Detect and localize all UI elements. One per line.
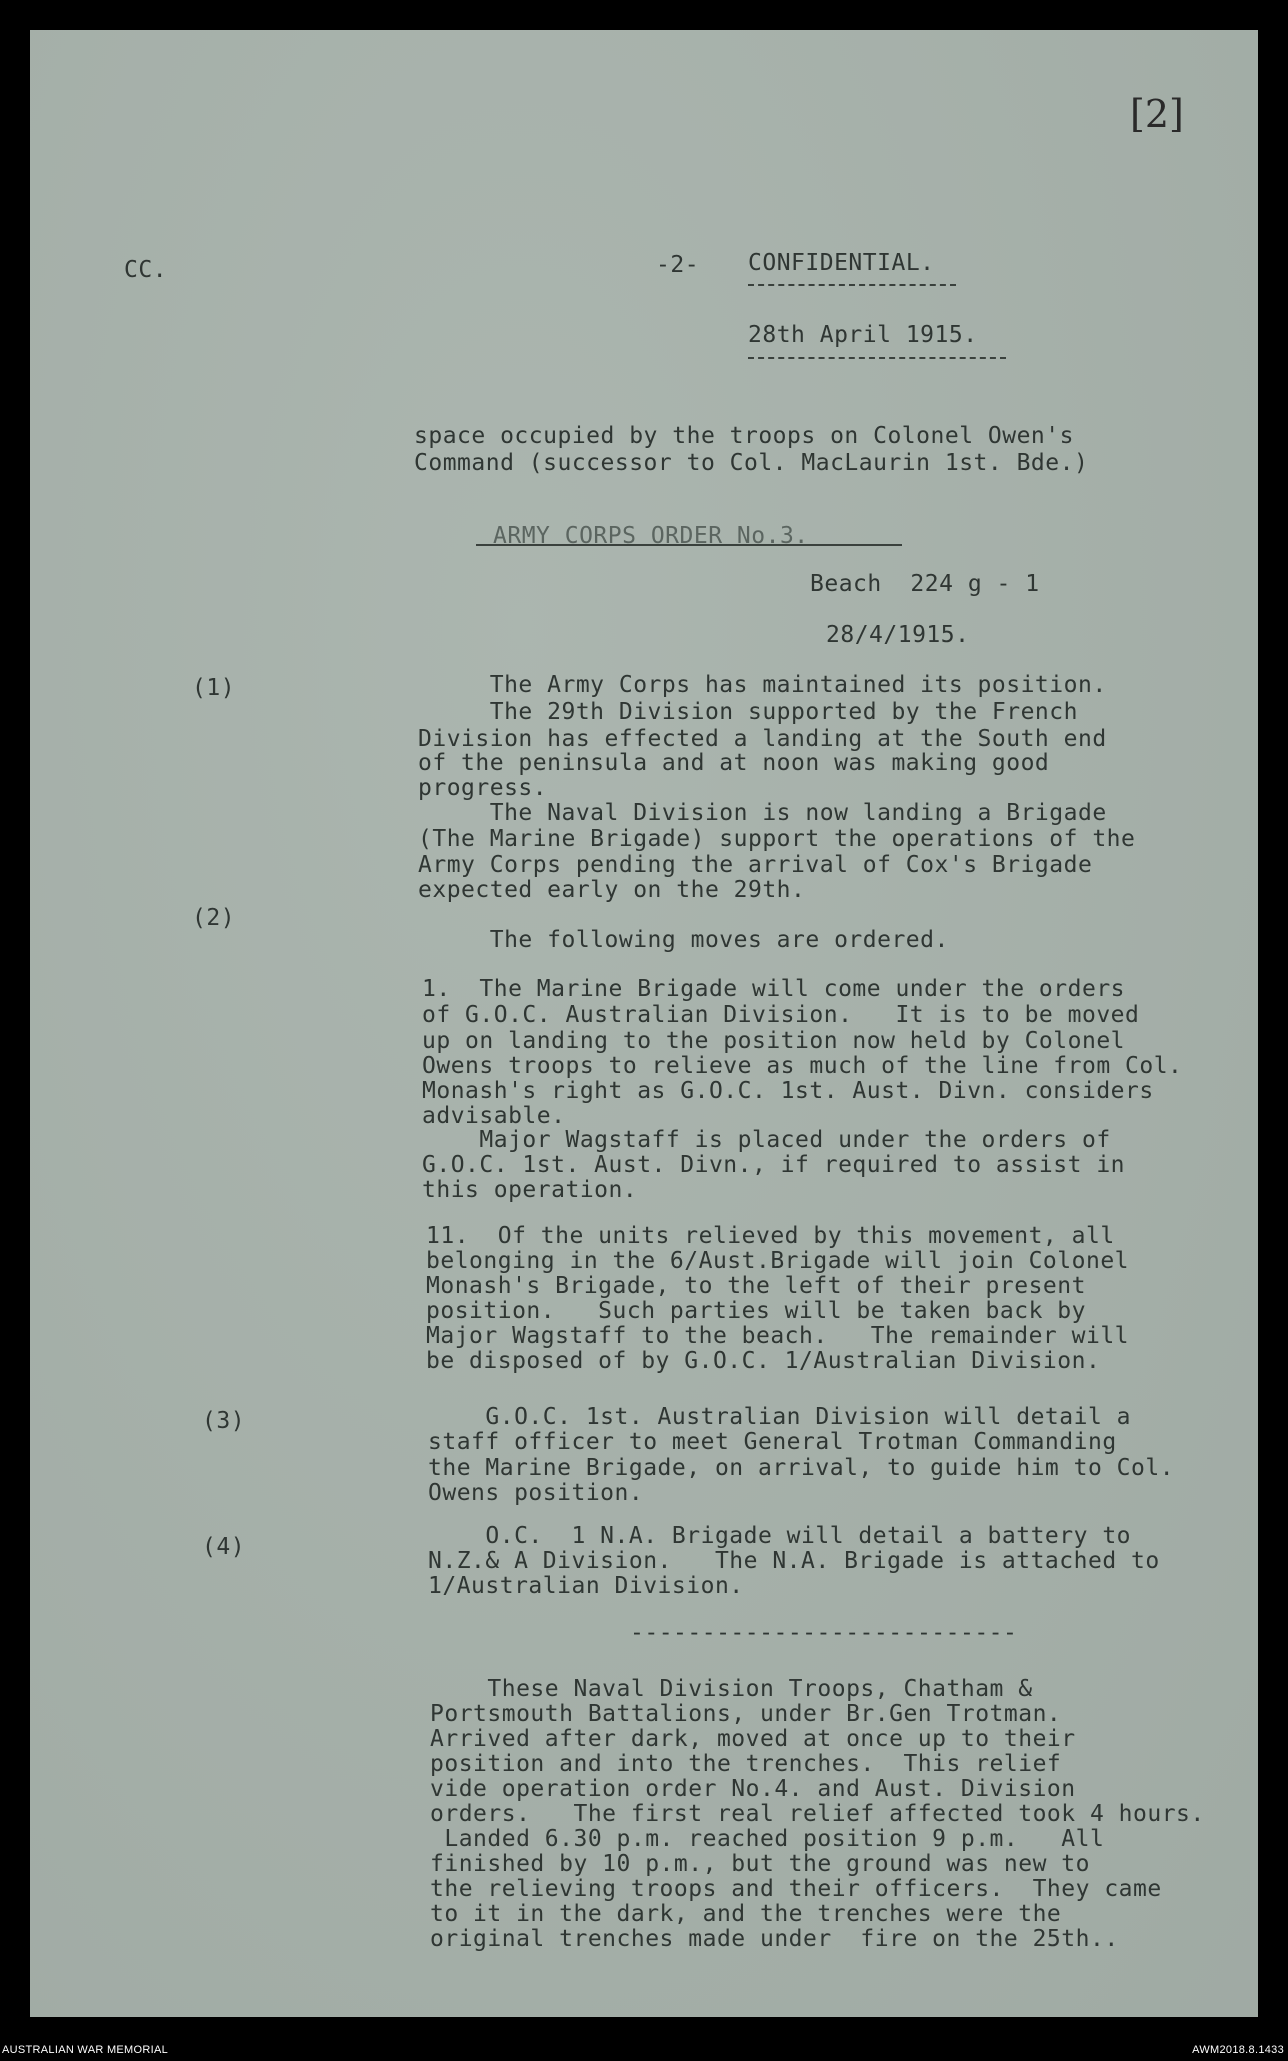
order-place: Beach 224 g - 1: [810, 571, 1040, 597]
note-line: Portsmouth Battalions, under Br.Gen Trotman.: [430, 1701, 1062, 1727]
section-2-line: The following moves are ordered.: [418, 927, 949, 953]
note-line: original trenches made under fire on the 25th..: [430, 1926, 1119, 1952]
paragraph-1-line: Major Wagstaff is placed under the orders of: [422, 1127, 1111, 1153]
paragraph-2-line: belonging in the 6/Aust.Brigade will join Colonel: [426, 1248, 1130, 1274]
paragraph-2-line: be disposed of by G.O.C. 1/Australian Division.: [426, 1348, 1101, 1374]
order-date: 28/4/1915.: [826, 622, 970, 648]
paragraph-2-line: 11. Of the units relieved by this movement, all: [426, 1223, 1115, 1249]
paragraph-2-line: position. Such parties will be taken back by: [426, 1298, 1086, 1324]
section-4-line: 1/Australian Division.: [428, 1573, 744, 1599]
paragraph-1-line: Monash's right as G.O.C. 1st. Aust. Divn. considers: [422, 1078, 1154, 1104]
note-line: These Naval Division Troops, Chatham &: [430, 1676, 1033, 1702]
paragraph-2-line: Monash's Brigade, to the left of their present: [426, 1273, 1086, 1299]
section-number-2: (2): [192, 905, 236, 931]
section-1-line: The Naval Division is now landing a Brigade: [418, 800, 1107, 826]
page-number-handwritten: [2]: [1130, 92, 1184, 136]
classification-underline: [748, 284, 956, 286]
note-line: Landed 6.30 p.m. reached position 9 p.m. All: [430, 1826, 1105, 1852]
header-date: 28th April 1915.: [748, 322, 978, 348]
paragraph-1-line: 1. The Marine Brigade will come under the orders: [422, 976, 1126, 1002]
paragraph-2-line: Major Wagstaff to the beach. The remainder will: [426, 1323, 1130, 1349]
header-left-mark: CC.: [124, 257, 168, 283]
note-line: the relieving troops and their officers. They came: [430, 1876, 1162, 1902]
date-underline: [748, 357, 1006, 359]
paragraph-1-line: up on landing to the position now held by Colonel: [422, 1028, 1126, 1054]
section-3-line: staff officer to meet General Trotman Commanding: [428, 1429, 1117, 1455]
note-line: Arrived after dark, moved at once up to their: [430, 1726, 1076, 1752]
paragraph-1-line: Owens troops to relieve as much of the line from Col.: [422, 1053, 1183, 1079]
section-number-1: (1): [192, 675, 236, 701]
section-4-line: O.C. 1 N.A. Brigade will detail a battery to: [428, 1523, 1132, 1549]
footer-accession-number: AWM2018.8.1433: [1192, 2044, 1284, 2056]
note-line: to it in the dark, and the trenches were the: [430, 1901, 1062, 1927]
paragraph-1-line: advisable.: [422, 1103, 566, 1129]
section-1-line: (The Marine Brigade) support the operations of the: [418, 826, 1136, 852]
section-1-line: Division has effected a landing at the South end: [418, 726, 1107, 752]
intro-line-2: Command (successor to Col. MacLaurin 1st. Bde.): [414, 450, 1089, 476]
section-3-line: Owens position.: [428, 1480, 644, 1506]
section-number-3: (3): [202, 1408, 246, 1434]
note-line: orders. The first real relief affected took 4 hours.: [430, 1801, 1205, 1827]
header-classification: CONFIDENTIAL.: [748, 250, 935, 276]
paragraph-1-line: G.O.C. 1st. Aust. Divn., if required to assist in: [422, 1152, 1126, 1178]
note-line: vide operation order No.4. and Aust. Division: [430, 1776, 1076, 1802]
section-1-line: progress.: [418, 775, 548, 801]
intro-line-1: space occupied by the troops on Colonel Owen's: [414, 423, 1074, 449]
order-title: ARMY CORPS ORDER No.3.: [493, 523, 809, 549]
section-3-line: the Marine Brigade, on arrival, to guide him to Col.: [428, 1455, 1175, 1481]
section-4-line: N.Z.& A Division. The N.A. Brigade is attached to: [428, 1548, 1160, 1574]
header-page-number: -2-: [656, 252, 700, 278]
section-1-line: expected early on the 29th.: [418, 877, 806, 903]
section-separator: ---------------------------: [630, 1620, 1018, 1646]
section-number-4: (4): [202, 1534, 246, 1560]
paragraph-1-line: this operation.: [422, 1177, 638, 1203]
footer-archive-name: AUSTRALIAN WAR MEMORIAL: [2, 2044, 169, 2056]
section-1-line: The Army Corps has maintained its position.: [418, 672, 1107, 698]
section-3-line: G.O.C. 1st. Australian Division will detail a: [428, 1404, 1132, 1430]
note-line: finished by 10 p.m., but the ground was new to: [430, 1851, 1090, 1877]
section-1-line: of the peninsula and at noon was making good: [418, 750, 1050, 776]
note-line: position and into the trenches. This relief: [430, 1751, 1062, 1777]
section-1-line: Army Corps pending the arrival of Cox's Brigade: [418, 852, 1093, 878]
section-1-line: The 29th Division supported by the French: [418, 699, 1078, 725]
order-title-underline: [476, 544, 902, 546]
paragraph-1-line: of G.O.C. Australian Division. It is to be moved: [422, 1002, 1140, 1028]
